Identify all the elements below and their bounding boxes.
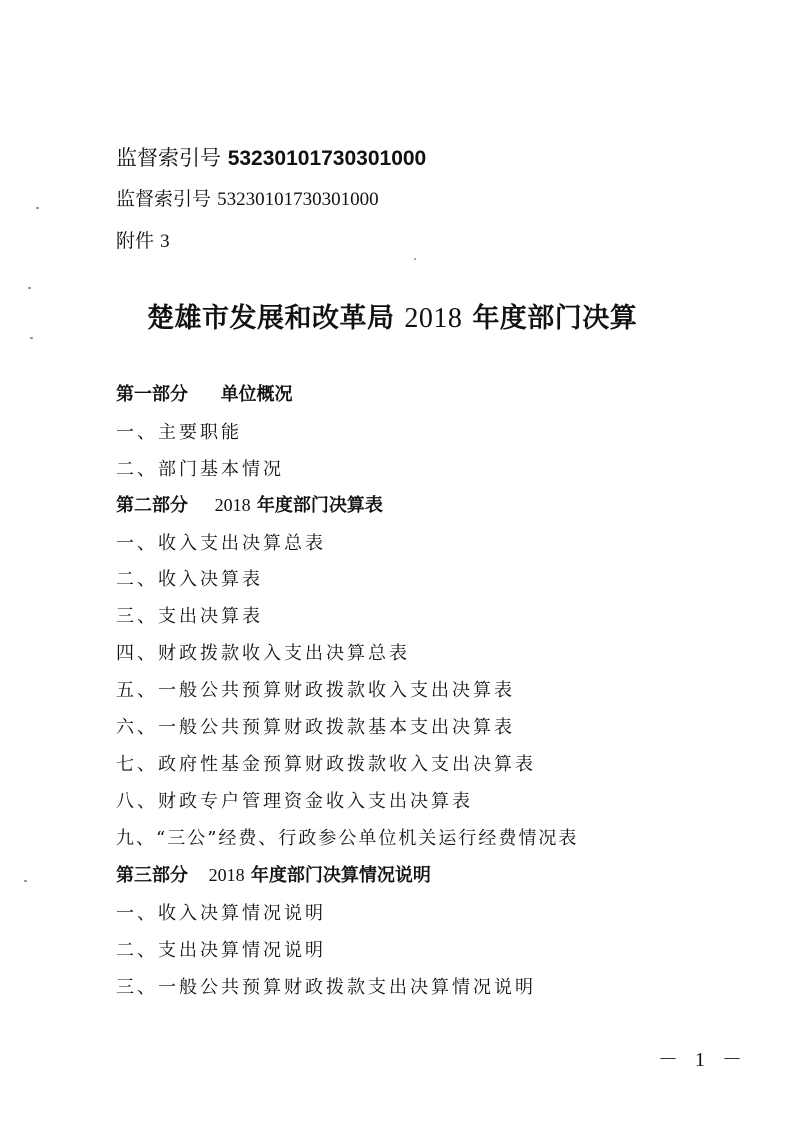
title-year: 2018 bbox=[404, 303, 463, 334]
scan-speck bbox=[30, 337, 33, 339]
list-item: 九、“三公”经费、行政参公单位机关运行经费情况表 bbox=[116, 828, 579, 849]
list-item: 二、支出决算情况说明 bbox=[116, 940, 326, 961]
section-text: 年度部门决算表 bbox=[256, 495, 383, 516]
section-heading bbox=[116, 496, 383, 515]
supervision-index-number: 53230101730301000 bbox=[227, 147, 427, 170]
list-item: 二、收入决算表 bbox=[116, 569, 263, 590]
list-item: 五、一般公共预算财政拨款收入支出决算表 bbox=[116, 680, 515, 701]
list-item: 一、收入支出决算总表 bbox=[116, 533, 326, 554]
list-item: 一、主要职能 bbox=[116, 422, 242, 443]
list-item: 六、一般公共预算财政拨款基本支出决算表 bbox=[116, 717, 515, 738]
supervision-index-number: 53230101730301000 bbox=[217, 189, 379, 210]
section-year: 2018 bbox=[208, 865, 245, 885]
section-label: 第一部分 bbox=[116, 384, 188, 405]
list-item: 三、一般公共预算财政拨款支出决算情况说明 bbox=[116, 977, 536, 998]
section-label: 第三部分 bbox=[116, 865, 188, 886]
attachment-text: 附件 bbox=[116, 230, 155, 252]
list-item: 一、收入决算情况说明 bbox=[116, 903, 326, 924]
list-item: 八、财政专户管理资金收入支出决算表 bbox=[116, 791, 473, 812]
supervision-index-bold bbox=[116, 148, 426, 169]
section-label: 第二部分 bbox=[116, 495, 188, 516]
supervision-index-label: 监督索引号 bbox=[116, 146, 221, 170]
attachment-label bbox=[116, 232, 170, 251]
list-item: 四、财政拨款收入支出决算总表 bbox=[116, 643, 410, 664]
list-item: 七、政府性基金预算财政拨款收入支出决算表 bbox=[116, 754, 536, 775]
scan-speck bbox=[414, 258, 416, 260]
section-heading bbox=[116, 386, 293, 404]
section-heading bbox=[116, 866, 431, 885]
list-item: 三、支出决算表 bbox=[116, 606, 263, 627]
scan-speck bbox=[36, 207, 39, 209]
title-prefix: 楚雄市发展和改革局 bbox=[147, 303, 395, 334]
supervision-index-plain bbox=[116, 190, 379, 209]
section-text: 单位概况 bbox=[220, 384, 293, 405]
scan-speck bbox=[28, 287, 31, 289]
section-text: 年度部门决算情况说明 bbox=[250, 865, 431, 886]
title-suffix: 年度部门决算 bbox=[472, 303, 638, 334]
page-number: － 1 － bbox=[658, 1049, 748, 1071]
section-year: 2018 bbox=[214, 495, 251, 515]
supervision-index-label: 监督索引号 bbox=[116, 188, 212, 210]
document-title bbox=[147, 305, 637, 333]
attachment-number: 3 bbox=[160, 231, 170, 252]
scan-speck bbox=[24, 880, 27, 882]
list-item: 二、部门基本情况 bbox=[116, 459, 284, 480]
